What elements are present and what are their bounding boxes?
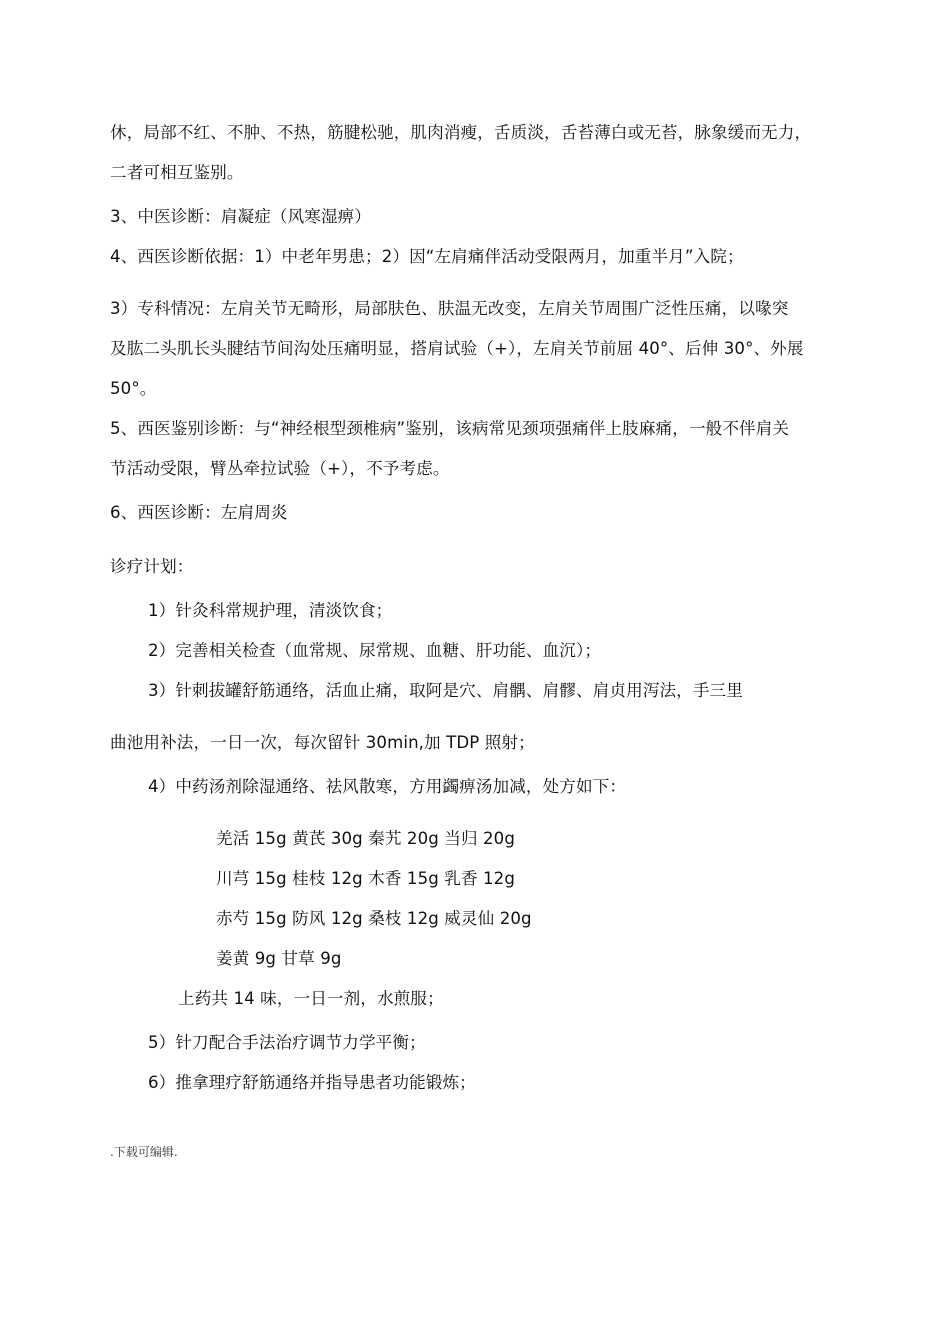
western-diagnosis: 6、西医诊断：左肩周炎 (110, 503, 288, 522)
specialist-findings-line3: 50°。 (110, 379, 157, 398)
tcm-diagnosis: 3、中医诊断：肩凝症（风寒湿痹） (110, 207, 372, 226)
prescription-line: 赤芍 15g 防风 12g 桑枝 12g 威灵仙 20g (216, 909, 532, 928)
prescription-line: 姜黄 9g 甘草 9g (216, 949, 342, 968)
western-differential-line2: 节活动受限，臂丛牵拉试验（+），不予考虑。 (110, 459, 450, 478)
specialist-findings-line2: 及肱二头肌长头腱结节间沟处压痛明显，搭肩试验（+），左肩关节前屈 40°、后伸 30°、外展 (110, 339, 804, 358)
western-differential-line1: 5、西医鉴别诊断：与“神经根型颈椎病”鉴别，该病常见颈项强痛伴上肢麻痛，一般不伴肩关 (110, 419, 790, 438)
plan-item-6: 6）推拿理疗舒筋通络并指导患者功能锻炼； (148, 1073, 476, 1092)
plan-item-3-line1: 3）针刺拔罐舒筋通络，活血止痛，取阿是穴、肩髃、肩髎、肩贞用泻法，手三里 (148, 681, 743, 700)
paragraph-differential-line1: 休，局部不红、不肿、不热，筋腱松驰，肌肉消瘦，舌质淡，舌苔薄白或无苔，脉象缓而无力， (110, 123, 812, 142)
plan-item-2: 2）完善相关检查（血常规、尿常规、血糖、肝功能、血沉）； (148, 641, 602, 660)
page-footer: .下载可编辑. (110, 1145, 178, 1159)
plan-item-4: 4）中药汤剂除湿通络、祛风散寒，方用蠲痹汤加减，处方如下： (148, 777, 627, 796)
plan-item-5: 5）针刀配合手法治疗调节力学平衡； (148, 1033, 426, 1052)
western-diagnosis-basis: 4、西医诊断依据：1）中老年男患；2）因“左肩痛伴活动受限两月，加重半月”入院； (110, 247, 744, 266)
prescription-line: 川芎 15g 桂枝 12g 木香 15g 乳香 12g (216, 869, 515, 888)
dosage-instruction: 上药共 14 味，一日一剂，水煎服； (178, 989, 444, 1008)
paragraph-differential-line2: 二者可相互鉴别。 (110, 163, 244, 182)
plan-item-1: 1）针灸科常规护理，清淡饮食； (148, 601, 393, 620)
prescription-line: 羌活 15g 黄芪 30g 秦艽 20g 当归 20g (216, 829, 515, 848)
plan-heading: 诊疗计划： (110, 557, 194, 576)
plan-item-3-line2: 曲池用补法，一日一次，每次留针 30min,加 TDP 照射； (110, 733, 535, 752)
specialist-findings-line1: 3）专科情况：左肩关节无畸形，局部肤色、肤温无改变，左肩关节周围广泛性压痛，以喙突 (110, 299, 789, 318)
